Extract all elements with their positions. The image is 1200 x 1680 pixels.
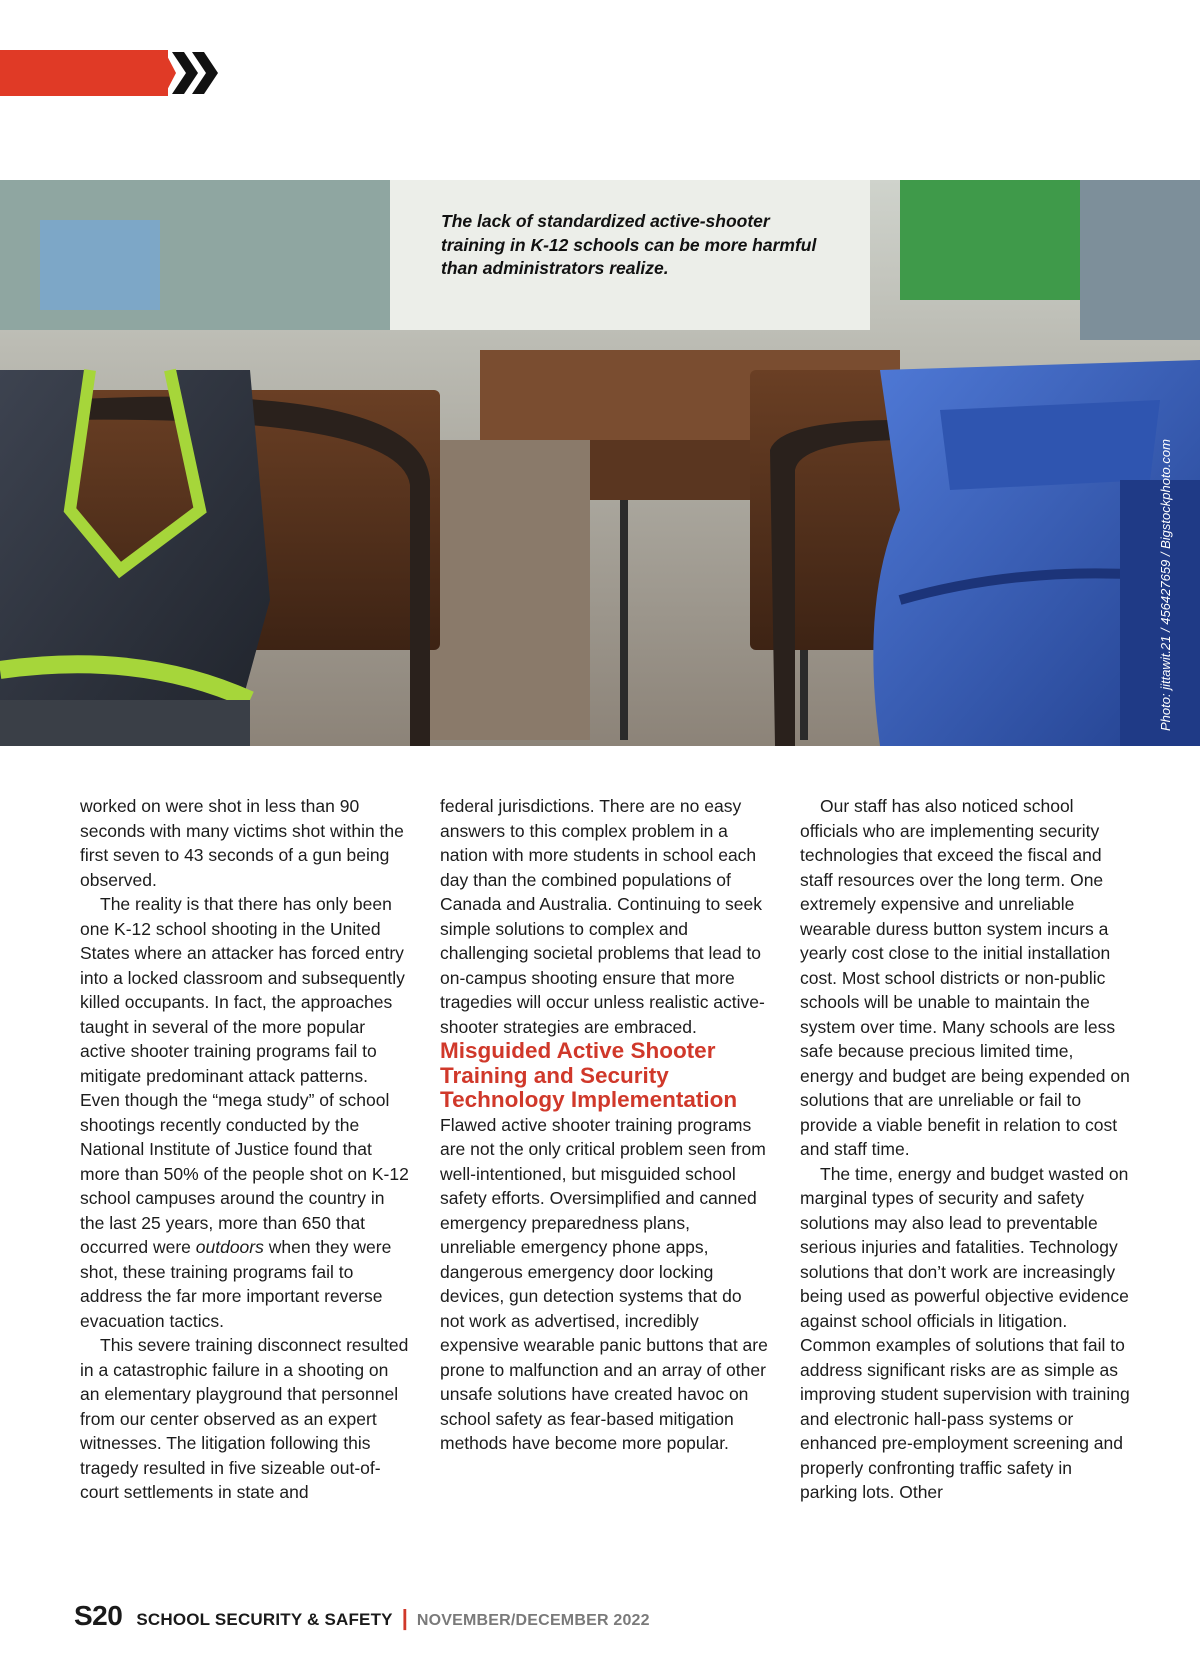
text-column-2 (440, 794, 770, 1456)
paragraph: worked on were shot in less than 90 seconds with many victims shot within the first seven to 43 seconds of a gun being observed. (80, 796, 404, 890)
text-column-1 (80, 794, 410, 1505)
double-chevron-icon (170, 48, 222, 98)
footer-separator: | (401, 1605, 408, 1630)
photo-credit: Photo: jittawit.21 / 456427659 / Bigstockphoto.com (1158, 439, 1173, 731)
paragraph: This severe training disconnect resulted in a catastrophic failure in a shooting on an elementary playground that personnel from our center observed as an expert witnesses. The litigation following this tragedy resulted in five sizeable out-of-court settlements in state and (80, 1335, 409, 1502)
paragraph-text: The reality is that there has only been one K-12 school shooting in the United States where an attacker has forced entry into a locked classroom and subsequently killed occupants. In fact, the approaches taught in several of the more popular active shooter training programs fail to mitigate predominant attack patterns. Even though the “mega study” of school shootings recently conducted by the National Institute of Justice found that more than 50% of the people shot on K-12 school campuses around the country in the last 25 years, more than 650 that occurred were (80, 894, 409, 1257)
page-footer (74, 1600, 650, 1640)
paragraph-text: when they were shot, these training programs fail to address the far more important reverse evacuation tactics. (80, 1237, 392, 1331)
issue-date: NOVEMBER/DECEMBER 2022 (416, 1612, 650, 1629)
photo-caption: The lack of standardized active-shooter training in K-12 schools can be more harmful than administrators realize. (441, 211, 817, 278)
publication-name: SCHOOL SECURITY & SAFETY (136, 1610, 393, 1629)
paragraph: federal jurisdictions. There are no easy answers to this complex problem in a nation with more students in school each day than the combined populations of Canada and Australia. Continuing to seek simple solutions to complex and challenging societal problems that lead to on-campus shooting ensure that more tragedies will occur unless realistic active-shooter strategies are embraced. (440, 796, 765, 1037)
paragraph: Our staff has also noticed school officials who are implementing security technologies that exceed the fiscal and staff resources over the long term. One extremely expensive and unreliable wearable duress button system incurs a yearly cost close to the initial installation cost. Most school districts or non-public schools will be unable to maintain the system over time. Many schools are less safe because precious limited time, energy and budget are being expended on solutions that are unreliable or fail to provide a viable benefit in relation to cost and staff time. (800, 796, 1130, 1159)
header-accent-bar (0, 50, 168, 96)
paragraph: The time, energy and budget wasted on marginal types of security and safety solutions may also lead to preventable serious injuries and fatalities. Technology solutions that don’t work are increasingly being used as powerful objective evidence against school officials in litigation. Common examples of solutions that fail to address significant risks are as simple as improving student supervision with training and electronic hall-pass systems or enhanced pre-employment screening and properly confronting traffic safety in parking lots. Other (800, 1163, 1130, 1502)
page-number: S20 (74, 1600, 123, 1631)
paragraph: Flawed active shooter training programs are not the only critical problem seen from well-intentioned, but misguided school safety efforts. Oversimplified and canned emergency preparedness plans, unreliable emergency phone apps, dangerous emergency door locking devices, gun detection systems that do not work as advertised, incredibly expensive wearable panic buttons that are prone to malfunction and an array of other unsafe solutions have created havoc on school safety as fear-based mitigation methods have become more popular. (440, 1114, 768, 1453)
text-column-3 (800, 794, 1130, 1505)
section-heading: Misguided Active Shooter Training and Security Technology Implementation (440, 1038, 738, 1112)
emphasis-text: outdoors (195, 1237, 264, 1257)
paragraph (80, 892, 410, 1333)
